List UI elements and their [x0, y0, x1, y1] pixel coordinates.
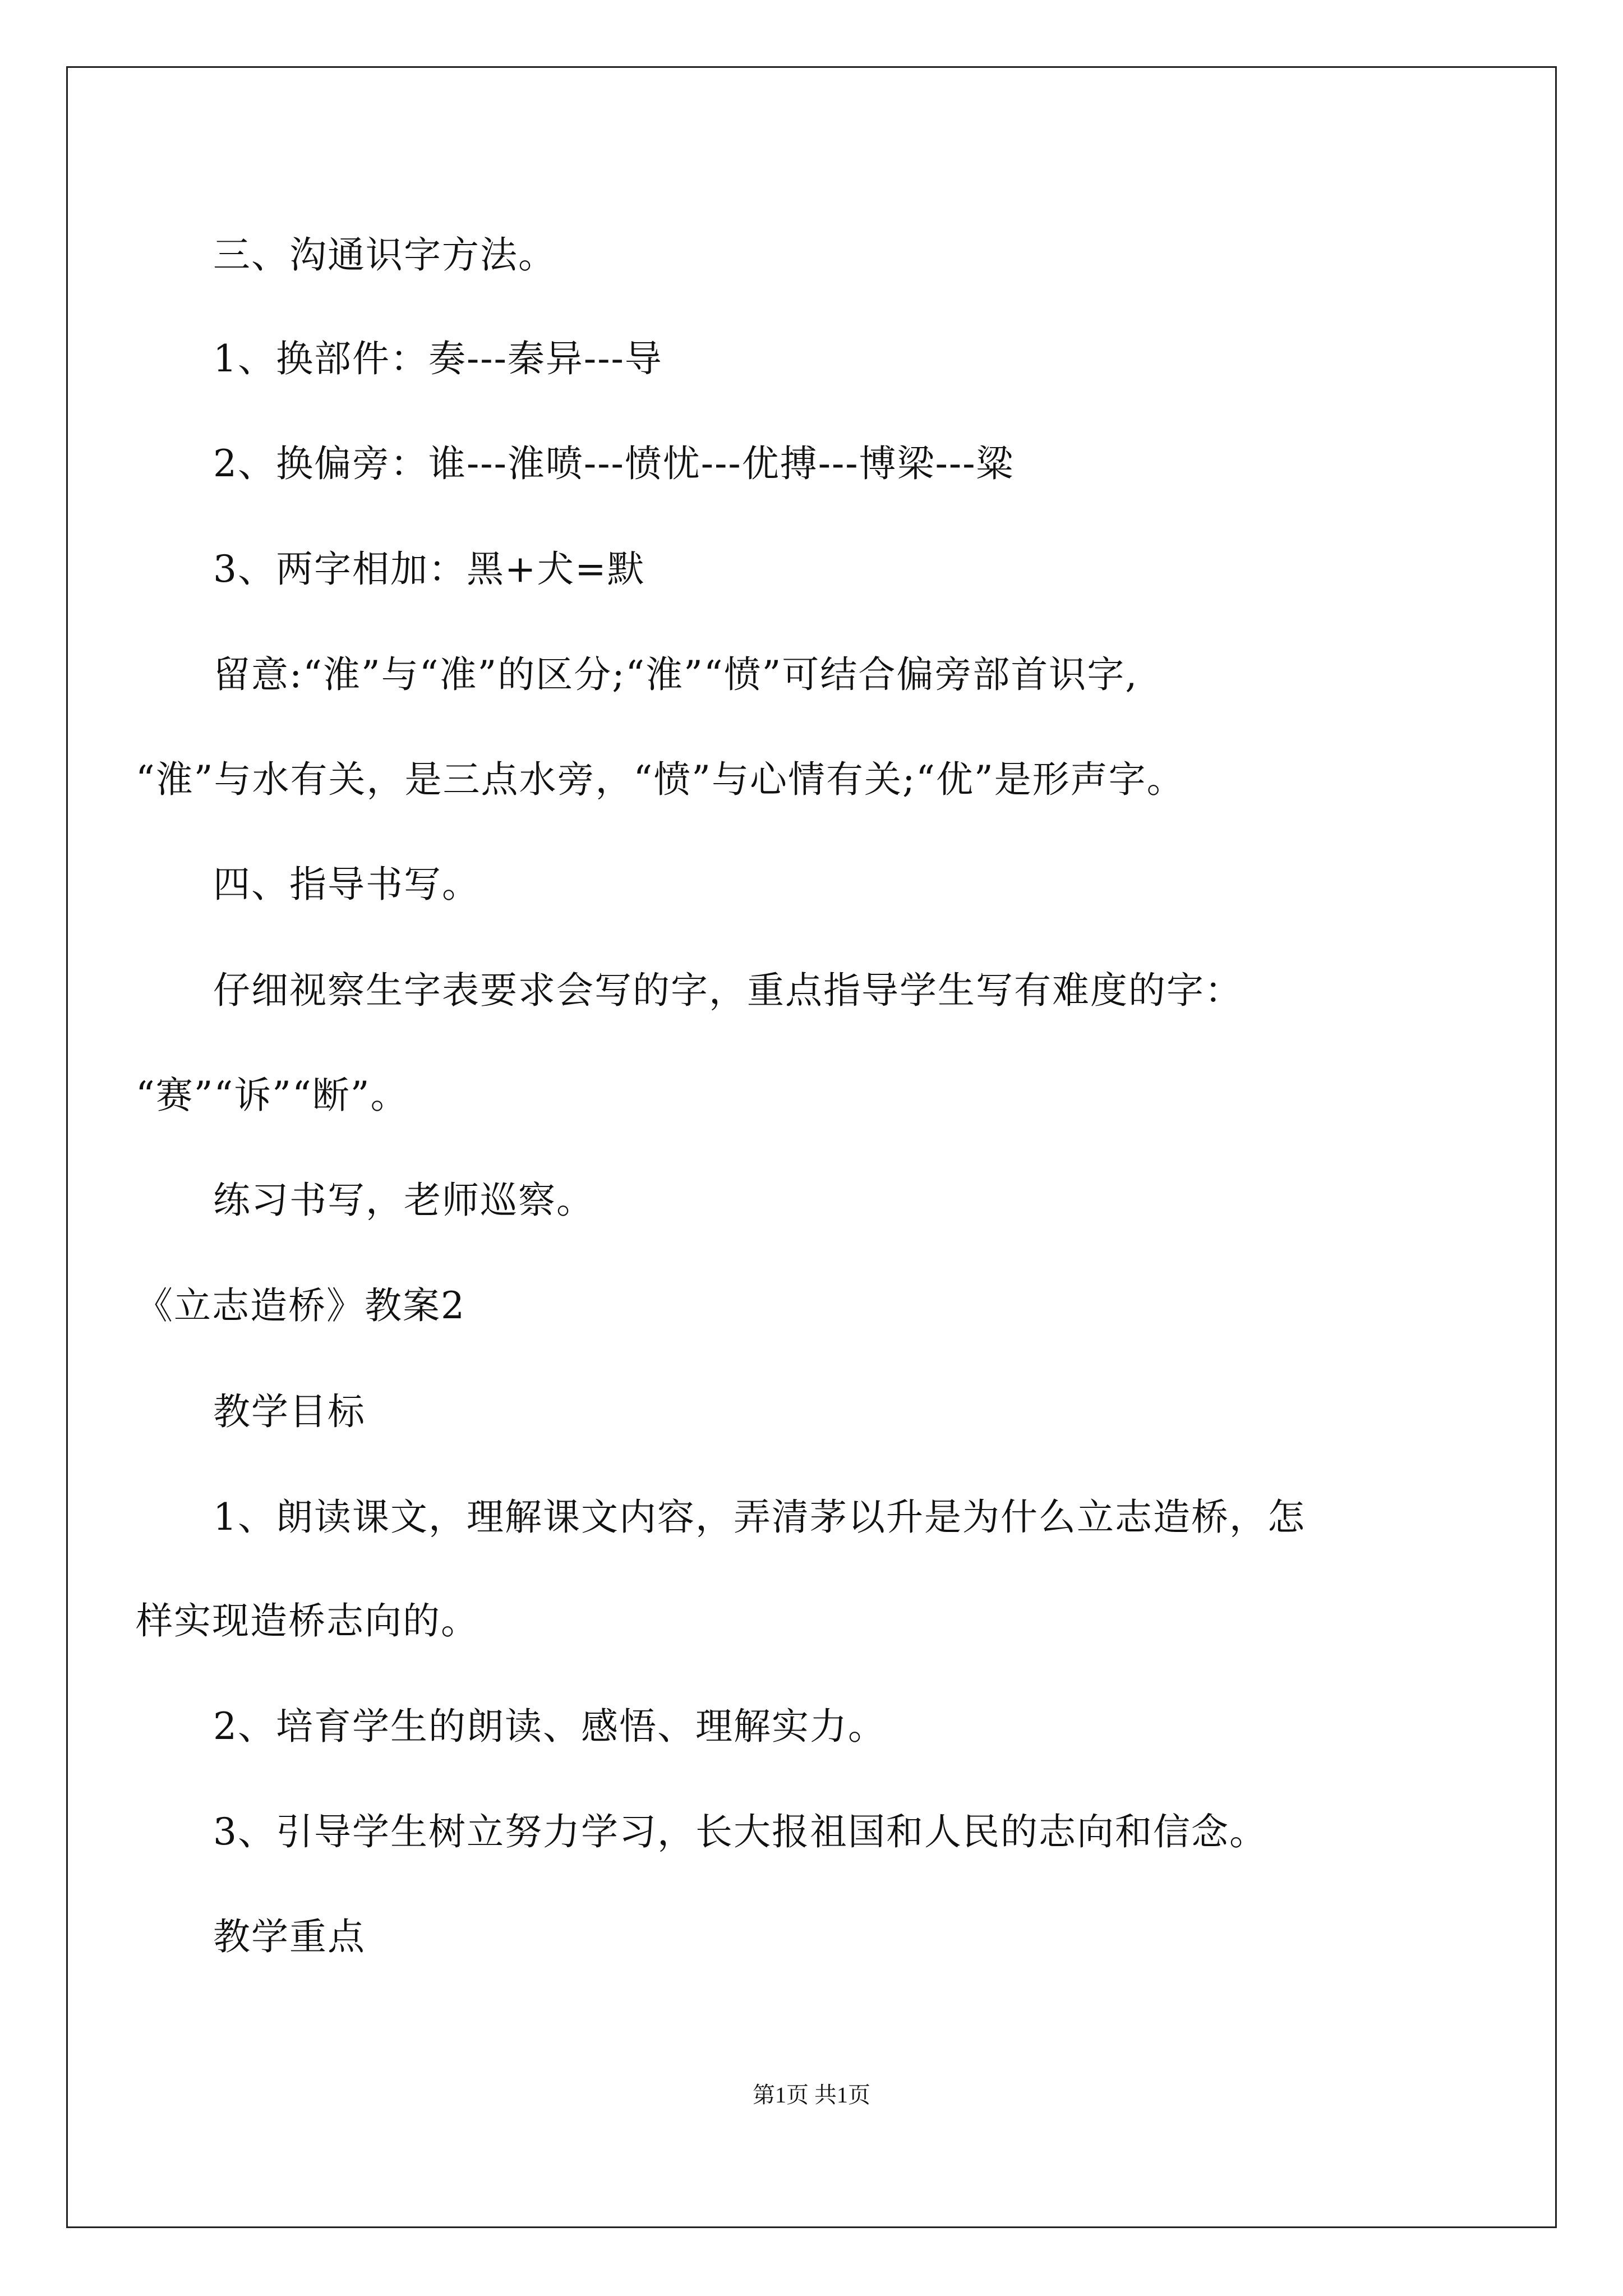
paragraph-guide-line1: 仔细视察生字表要求会写的字，重点指导学生写有难度的字： — [213, 969, 1243, 1012]
goal-1-line1: 1、朗读课文，理解课文内容，弄清茅以升是为什么立志造桥，怎 — [213, 1496, 1306, 1539]
goal-3: 3、引导学生树立努力学习，长大报祖国和人民的志向和信念。 — [213, 1810, 1267, 1853]
paragraph-section-three: 三、沟通识字方法。 — [213, 233, 556, 277]
lesson-plan-title: 《立志造桥》教案2 — [136, 1284, 465, 1327]
paragraph-practice: 练习书写，老师巡察。 — [213, 1179, 594, 1222]
paragraph-item-3: 3、两字相加：黑+犬=默 — [213, 547, 645, 591]
goal-2: 2、培育学生的朗读、感悟、理解实力。 — [213, 1705, 886, 1748]
paragraph-note-line1: 留意:“淮”与“准”的区分;“淮”“愤”可结合偏旁部首识字, — [213, 653, 1138, 696]
heading-teaching-goals: 教学目标 — [213, 1390, 366, 1433]
heading-teaching-focus: 教学重点 — [213, 1915, 366, 1958]
paragraph-note-line2: “淮”与水有关，是三点水旁，“愤”与心情有关;“优”是形声字。 — [136, 758, 1185, 801]
paragraph-item-1: 1、换部件：奏---秦异---导 — [213, 337, 663, 380]
paragraph-guide-line2: “赛”“诉”“断”。 — [136, 1074, 409, 1117]
page-footer: 第1页 共1页 — [753, 2082, 870, 2108]
paragraph-item-2: 2、换偏旁：谁---淮喷---愤忧---优搏---博梁---粱 — [213, 442, 1015, 485]
paragraph-section-four: 四、指导书写。 — [213, 863, 480, 906]
goal-1-line2: 样实现造桥志向的。 — [136, 1599, 479, 1642]
